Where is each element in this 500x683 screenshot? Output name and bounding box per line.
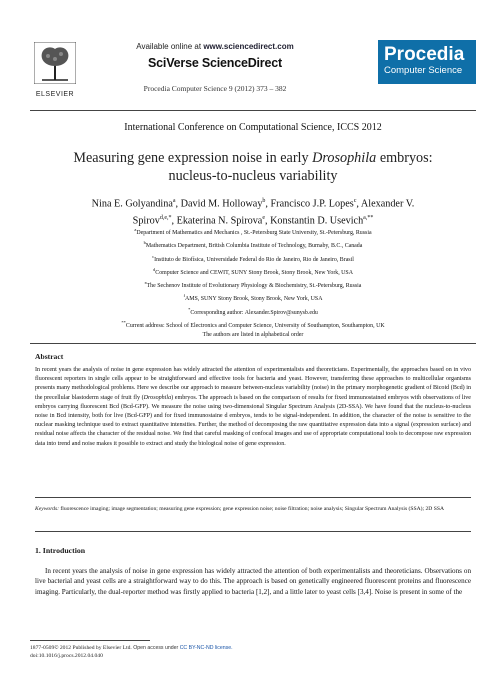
introduction-text: In recent years the analysis of noise in gene expression has widely attracted the attention of both experimentalists and theoreticians. Observations on live bacterial and yeast cells are a straightforward way to do this. The approach is based on genetically engineered fluorescent proteins and fluorescence imaging. Particularly, the dual-reporter method was firstly applied to bacteria [1,2], and a little later to yeast cells [3,4]. Noise is present in some of the: [35, 567, 471, 596]
affiliation-item: [30, 252, 476, 265]
affiliation-mark: b: [143, 240, 146, 246]
license-note: [133, 645, 232, 651]
abstract-text: [35, 366, 471, 449]
affiliation-mark: d: [153, 266, 156, 272]
procedia-logo: [378, 40, 476, 84]
author-name: , David M. Holloway: [175, 198, 263, 210]
author-name: Spirov: [132, 215, 160, 227]
affiliation-text: Computer Science and CEWIT, SUNY Stony Brook, Stony Brook, New York, USA: [155, 269, 353, 276]
affiliation-item: [30, 225, 476, 238]
journal-reference: Procedia Computer Science 9 (2012) 373 – 382: [143, 84, 287, 93]
elsevier-wordmark: ELSEVIER: [35, 91, 75, 98]
affiliation-item: [30, 265, 476, 278]
author-name: , Francisco J.P. Lopes: [265, 198, 354, 210]
license-link[interactable]: CC BY-NC-ND license.: [179, 645, 233, 651]
author-name: Nina E. Golyandina: [91, 198, 173, 210]
affiliations: [30, 225, 476, 340]
conference-name: International Conference on Computational Science, ICCS 2012: [124, 122, 382, 133]
author-affil-mark: a: [172, 198, 176, 204]
header-center: [100, 34, 330, 93]
keywords-text: fluorescence imaging; image segmentation; measuring gene expression; gene expression noise; noise filtration; noise analysis; Singular Spectrum Analysis (SSA); 2D SSA: [59, 506, 444, 512]
affiliation-mark: **: [121, 319, 126, 325]
section-heading-introduction: 1. Introduction: [35, 546, 86, 555]
keywords-label: Keywords:: [35, 506, 60, 512]
title-italic: Drosophila: [312, 150, 377, 166]
title-part-1: Measuring gene expression noise in early: [73, 150, 313, 166]
author-affil-mark: a,**: [363, 215, 374, 222]
affiliation-mark: a: [134, 227, 137, 232]
sciencedirect-link[interactable]: www.sciencedirect.com: [203, 42, 294, 51]
page-footer: [30, 644, 476, 661]
paper-title: [30, 149, 476, 185]
affiliation-item: [30, 331, 476, 340]
corresponding-author: Corresponding author: Alexander.Spirov@sunysb.edu: [190, 309, 318, 316]
available-prefix: Available online at: [136, 42, 202, 51]
elsevier-logo: [30, 42, 80, 100]
affiliation-text: The Sechenov Institute of Evolutionary Physiology & Biochemistry, St.-Petersburg, Russia: [146, 283, 362, 290]
affiliation-mark: c: [152, 253, 155, 259]
affiliation-item: [30, 318, 476, 331]
keywords-bottom-divider: [35, 531, 471, 532]
author-name: , Alexander V.: [356, 198, 415, 210]
abstract-part-1: In recent years the analysis of noise in gene expression has widely attracted the attention of experimentalists and theoreticians. Experimentally, the approaches based on in vivo fluorescent reporters in single cells appear to be straightforward and effective tools for bacteria and yeast. However, transferring these approaches to multicellular organisms presents many methodological problems. Here we describe our approach to measure between-nucleus variability (noise) in the primary morphogenetic gradient of Bicoid (Bcd) in the precellular blastoderm stage of fruit fly (: [35, 367, 471, 401]
affiliation-text: Instituto de Biofísica, Universidade Federal do Rio de Janeiro, Rio de Janeiro, Brasil: [154, 256, 354, 263]
abstract-italic: Drosophila: [143, 394, 172, 401]
affiliation-mark: e: [144, 280, 147, 286]
abstract-heading: Abstract: [35, 352, 64, 361]
author-affil-mark: d,e,*: [159, 215, 172, 222]
title-part-2: embryos:: [376, 150, 433, 166]
author-affil-mark: e: [262, 215, 265, 222]
author-affil-mark: b: [262, 198, 266, 204]
available-online: [100, 42, 330, 51]
author-affil-mark: c: [353, 198, 357, 204]
header-divider: [30, 110, 476, 111]
elsevier-tree-icon: [34, 42, 76, 84]
procedia-title: Procedia: [384, 44, 465, 65]
affiliation-text: AMS, SUNY Stony Brook, Stony Brook, New York, USA: [185, 296, 323, 303]
journal-header: [30, 34, 476, 104]
open-access-text: Open access under: [133, 645, 179, 651]
author-list: [30, 194, 476, 229]
author-name: , Konstantin D. Usevich: [264, 215, 364, 227]
affiliation-item: [30, 291, 476, 304]
footer-divider: [30, 640, 150, 641]
author-order-note: The authors are listed in alphabetical order: [202, 332, 304, 339]
current-address: Current address: School of Electronics and Computer Science, University of Southampton, Southampton, UK: [125, 322, 385, 329]
author-name: , Ekaterina N. Spirova: [171, 215, 263, 227]
affiliation-item: [30, 278, 476, 291]
affiliation-mark: *: [188, 306, 191, 312]
sciverse-logo: SciVerse ScienceDirect: [148, 56, 282, 70]
affiliation-text: Department of Mathematics and Mechanics , St.-Petersburg State University, St.-Petersburg, Russia: [136, 229, 372, 236]
affiliation-item: [30, 238, 476, 251]
abstract-part-2: ) embryos. The approach is based on the comparison of results for fixed immunostained embryos with observations of live embryos carrying fluorescent Bcd (Bcd-GFP). We measure the noise using two-dimensional Singular Spectrum Analysis (2D-SSA). We have found that the nucleus-to-nucleus noise in Bcd intensity, both for live (Bcd-GFP) and for fixed immunostaine d embryos, tends to be signal-independent. In addition, the character of the noise is sensitive to the nuclear masking technique used to extract quantitative intensities. Further, the method of decomposing the raw quantitative expression data into a signal (expression surface) and residual noise affects the character of the residual noise. We find that careful masking of confocal images and use of appropriate computational tools to decompose raw expression data into trend and noise makes it possible to extract and study the biological noise of gene expression.: [35, 394, 471, 447]
abstract-top-divider: [30, 343, 476, 344]
doi: doi:10.1016/j.procs.2012.04.040: [30, 653, 103, 660]
title-line-2: nucleus-to-nucleus variability: [168, 168, 338, 184]
affiliation-item: [30, 305, 476, 318]
author-line-1: [30, 194, 476, 211]
copyright-text: 1877-0509© 2012 Published by Elsevier Ltd.: [30, 645, 132, 651]
affiliation-mark: f: [183, 293, 186, 299]
footer-line-1: [30, 644, 476, 652]
procedia-subtitle: Computer Science: [384, 65, 463, 76]
keywords: [35, 505, 471, 513]
affiliation-text: Mathematics Department, British Columbia Institute of Technology, Burnaby, B.C., Canada: [145, 243, 363, 250]
keywords-top-divider: [35, 497, 471, 498]
